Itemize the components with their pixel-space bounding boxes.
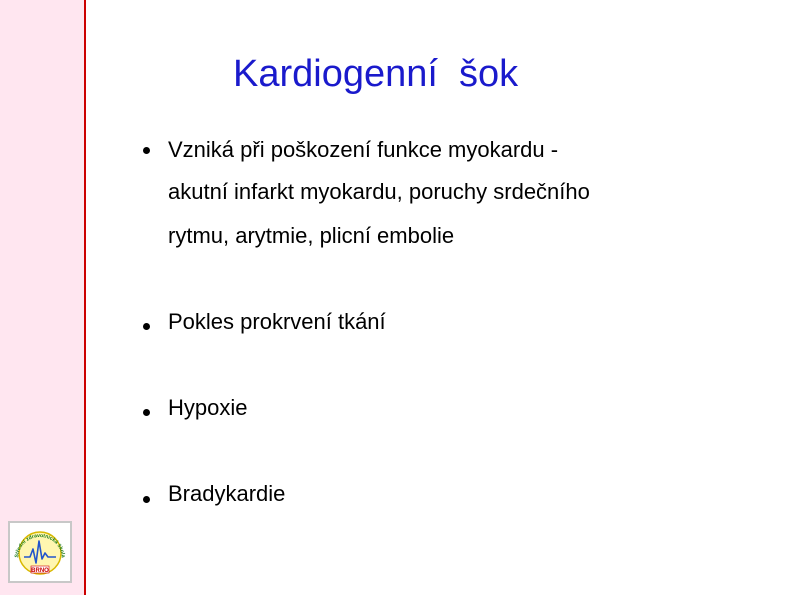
bullet-icon (143, 496, 150, 503)
school-logo-graphic (10, 523, 70, 581)
bullet-1-line-2: akutní infarkt myokardu, poruchy srdečního (168, 179, 590, 204)
sidebar-divider (84, 0, 86, 595)
bullet-1-line-1: Vzniká při poškození funkce myokardu - (168, 137, 559, 162)
bullet-2-text: Pokles prokrvení tkání (168, 309, 386, 334)
slide-title: Kardiogenní šok (233, 53, 519, 95)
bullet-icon (143, 323, 150, 330)
svg-text:Střední zdravotnická škola: Střední zdravotnická škola (14, 532, 66, 558)
bullet-icon (143, 147, 150, 154)
bullet-4-text: Bradykardie (168, 481, 286, 506)
slide-sidebar (0, 0, 84, 595)
svg-text:BRNO: BRNO (31, 568, 49, 574)
bullet-1-line-3: rytmu, arytmie, plicní embolie (168, 223, 455, 248)
bullet-icon (143, 409, 150, 416)
bullet-3-text: Hypoxie (168, 395, 248, 420)
school-logo (8, 521, 72, 583)
